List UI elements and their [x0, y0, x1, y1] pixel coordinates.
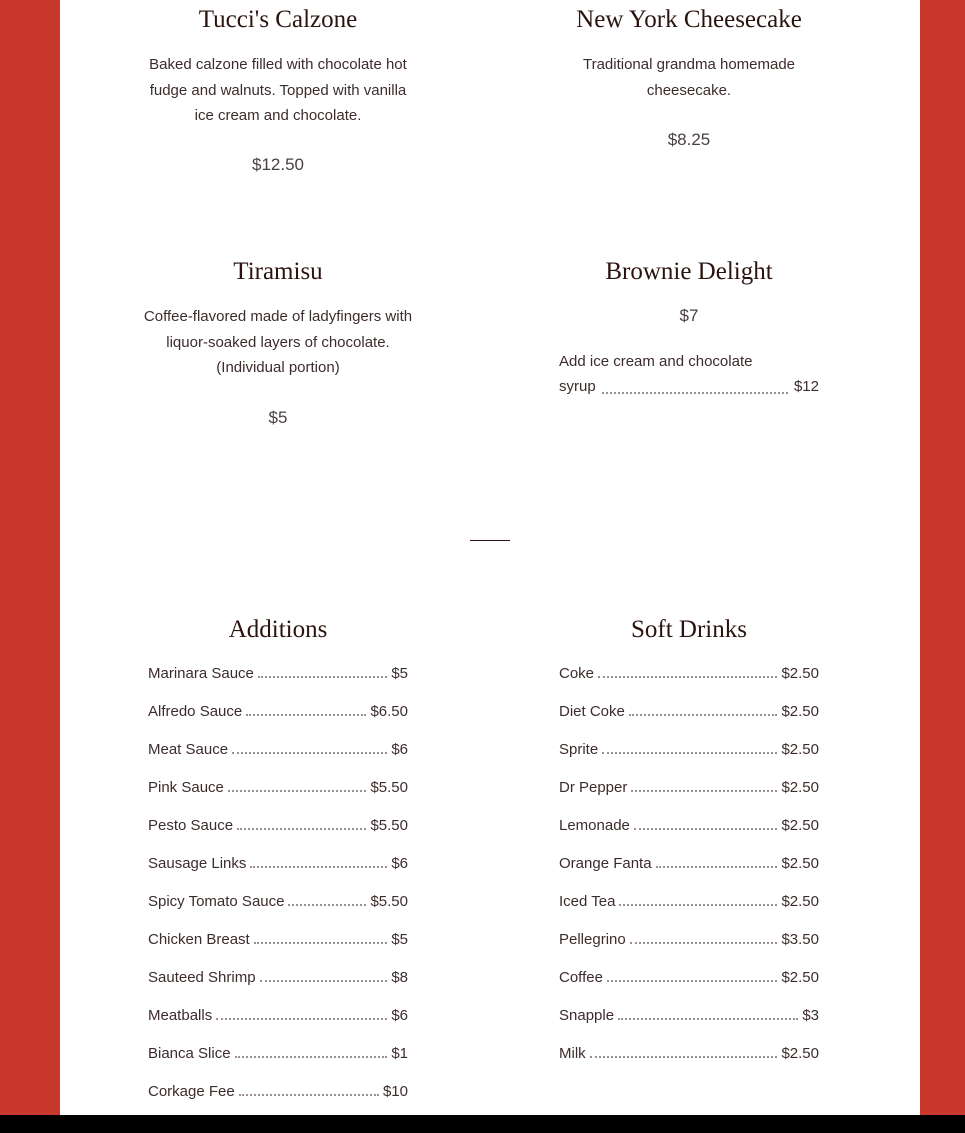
- brownie-addon-text-2: syrup: [559, 377, 596, 395]
- drink-item-price: $2.50: [781, 779, 819, 796]
- addition-row: [148, 1042, 408, 1062]
- dot-leader: [598, 676, 777, 678]
- addition-row: [148, 966, 408, 986]
- drink-item-price: $2.50: [781, 665, 819, 682]
- drink-item-price: $3: [802, 1007, 819, 1024]
- dot-leader: [631, 790, 777, 792]
- dot-leader: [634, 828, 778, 830]
- cheesecake-description: Traditional grandma homemade cheesecake.: [582, 56, 796, 99]
- drink-item-name: Lemonade: [559, 817, 630, 834]
- addition-item-name: Sausage Links: [148, 855, 247, 872]
- addition-row: [148, 852, 408, 872]
- dot-leader: [235, 1056, 388, 1058]
- dot-leader: [258, 676, 387, 678]
- addition-row: [148, 700, 408, 720]
- drink-item-name: Coffee: [559, 969, 603, 986]
- addition-row: [148, 1080, 408, 1100]
- dot-leader: [228, 790, 367, 792]
- addition-item-price: $6.50: [370, 703, 408, 720]
- addition-item-price: $8: [391, 969, 408, 986]
- drink-row: [559, 928, 819, 948]
- dot-leader: [618, 1018, 798, 1020]
- drink-row: [559, 1042, 819, 1062]
- drink-row: [559, 738, 819, 758]
- drink-row: [559, 776, 819, 796]
- addition-item-price: $6: [391, 855, 408, 872]
- soft-drinks-title: Soft Drinks: [631, 616, 747, 643]
- cheesecake-title: New York Cheesecake: [576, 6, 802, 33]
- dot-leader: [239, 1094, 379, 1096]
- dot-leader: [288, 904, 366, 906]
- addition-item-name: Pesto Sauce: [148, 817, 234, 834]
- drink-item-price: $2.50: [781, 1045, 819, 1062]
- drink-row: [559, 890, 819, 910]
- dot-leader: [656, 866, 778, 868]
- tiramisu-description: Coffee-flavored made of ladyfingers with liquor-soaked layers of chocolate. (Individual portion): [143, 308, 413, 376]
- drink-item-price: $2.50: [781, 703, 819, 720]
- addition-row: [148, 928, 408, 948]
- addition-item-name: Bianca Slice: [148, 1045, 231, 1062]
- menu-page: [60, 0, 920, 1115]
- addition-item-name: Spicy Tomato Sauce: [148, 893, 285, 910]
- drink-row: [559, 814, 819, 834]
- dot-leader: [629, 714, 778, 716]
- addition-item-price: $5.50: [370, 817, 408, 834]
- drink-row: [559, 966, 819, 986]
- addition-row: [148, 814, 408, 834]
- addition-item-name: Pink Sauce: [148, 779, 224, 796]
- dot-leader: [254, 942, 388, 944]
- addition-row: [148, 776, 408, 796]
- addition-item-price: $6: [391, 741, 408, 758]
- cheesecake-price: $8.25: [667, 130, 711, 149]
- drink-item-price: $2.50: [781, 817, 819, 834]
- addition-row: [148, 1004, 408, 1024]
- addition-item-name: Meat Sauce: [148, 741, 229, 758]
- addition-item-price: $10: [382, 1083, 408, 1100]
- drink-row: [559, 852, 819, 872]
- addition-item-name: Sauteed Shrimp: [148, 969, 256, 986]
- brownie-price: $7: [679, 306, 699, 325]
- drink-item-price: $2.50: [781, 893, 819, 910]
- dot-leader: [619, 904, 777, 906]
- dot-leader: [602, 752, 777, 754]
- addition-item-name: Marinara Sauce: [148, 665, 254, 682]
- drink-item-name: Iced Tea: [559, 893, 616, 910]
- dot-leader: [216, 1018, 387, 1020]
- drink-item-name: Orange Fanta: [559, 855, 652, 872]
- dot-leader: [250, 866, 387, 868]
- dot-leader: [260, 980, 388, 982]
- drink-item-price: $2.50: [781, 741, 819, 758]
- drink-row: [559, 1004, 819, 1024]
- addition-row: [148, 890, 408, 910]
- brownie-addon-price: $12: [793, 377, 819, 395]
- dot-leader: [246, 714, 366, 716]
- brownie-addon-text: Add ice cream and chocolate: [559, 353, 753, 370]
- addition-item-price: $5.50: [370, 779, 408, 796]
- dot-leader: [590, 1056, 778, 1058]
- drink-item-price: $2.50: [781, 969, 819, 986]
- brownie-addon: [559, 350, 819, 399]
- calzone-title: Tucci's Calzone: [198, 6, 358, 33]
- calzone-description: Baked calzone filled with chocolate hot fudge and walnuts. Topped with vanilla ice cream and chocolate.: [149, 56, 407, 124]
- section-divider: [470, 540, 510, 541]
- addition-item-name: Alfredo Sauce: [148, 703, 243, 720]
- addition-item-price: $5: [391, 931, 408, 948]
- addition-item-price: $1: [391, 1045, 408, 1062]
- calzone-price: $12.50: [252, 155, 304, 174]
- tiramisu-price: $5: [268, 408, 288, 427]
- drink-item-price: $2.50: [781, 855, 819, 872]
- drink-item-name: Diet Coke: [559, 703, 625, 720]
- drink-item-price: $3.50: [781, 931, 819, 948]
- addition-item-name: Meatballs: [148, 1007, 213, 1024]
- addition-item-price: $5: [391, 665, 408, 682]
- addition-row: [148, 662, 408, 682]
- drink-row: [559, 662, 819, 682]
- drink-item-name: Dr Pepper: [559, 779, 628, 796]
- dot-leader: [630, 942, 778, 944]
- addition-row: [148, 738, 408, 758]
- brownie-title: Brownie Delight: [605, 258, 773, 285]
- addition-item-name: Corkage Fee: [148, 1083, 235, 1100]
- drink-item-name: Pellegrino: [559, 931, 626, 948]
- drink-item-name: Milk: [559, 1045, 586, 1062]
- drink-item-name: Snapple: [559, 1007, 615, 1024]
- dot-leader: [232, 752, 387, 754]
- dot-leader: [602, 392, 788, 394]
- drink-item-name: Sprite: [559, 741, 599, 758]
- dot-leader: [607, 980, 778, 982]
- drink-item-name: Coke: [559, 665, 595, 682]
- drink-row: [559, 700, 819, 720]
- addition-item-name: Chicken Breast: [148, 931, 250, 948]
- addition-item-price: $6: [391, 1007, 408, 1024]
- tiramisu-title: Tiramisu: [233, 258, 323, 285]
- dot-leader: [237, 828, 366, 830]
- additions-title: Additions: [228, 616, 328, 643]
- addition-item-price: $5.50: [370, 893, 408, 910]
